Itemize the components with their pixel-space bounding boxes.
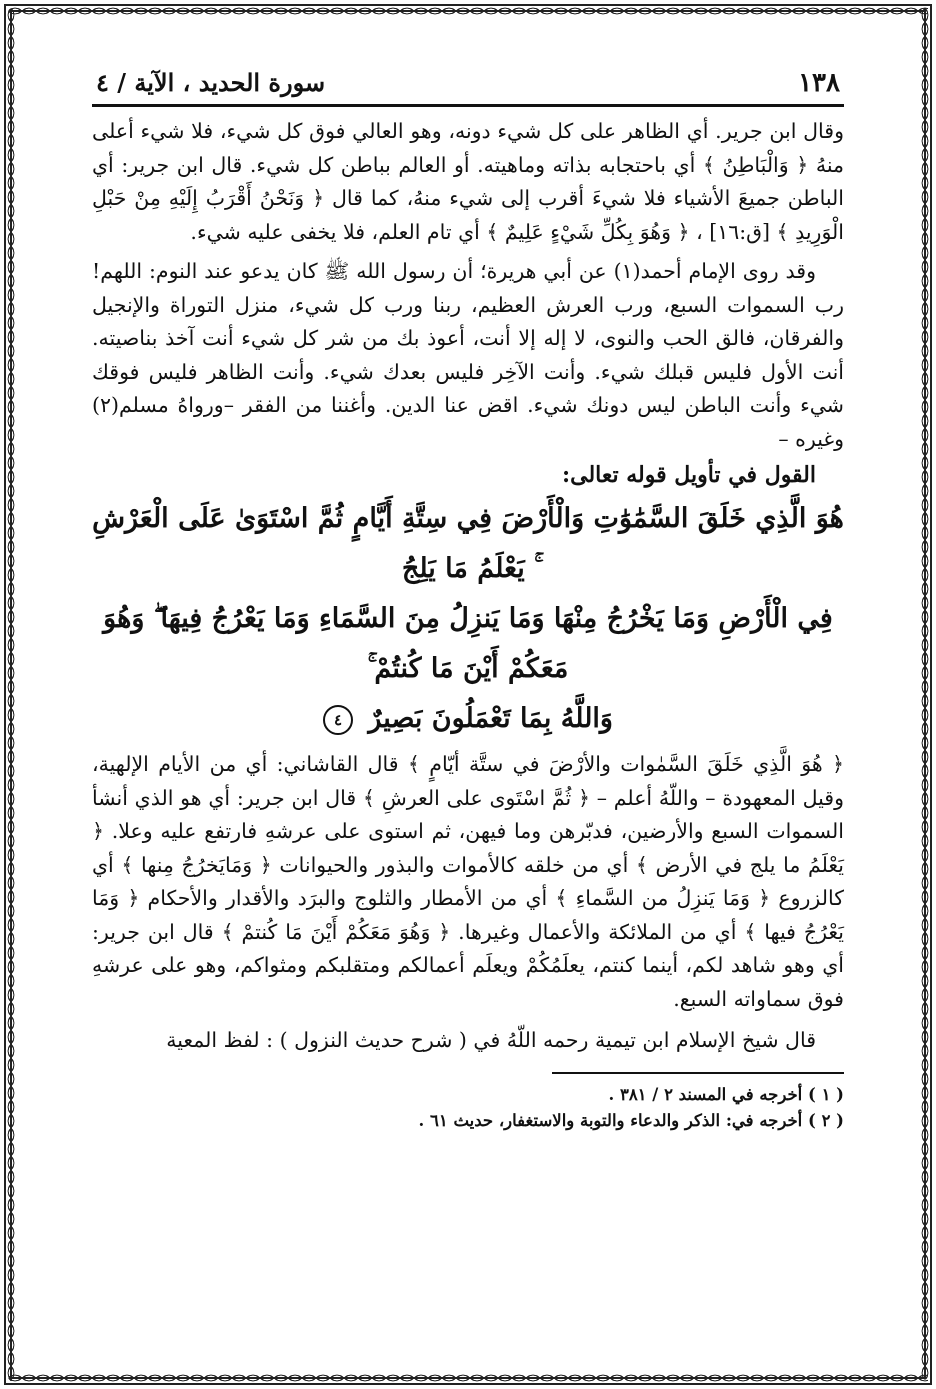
- footnote-1: ( ١ ) أخرجه في المسند ٢ / ٣٨١ .: [608, 1084, 844, 1104]
- footnote-divider: [552, 1072, 844, 1074]
- paragraph-3: ﴿ هُوَ الَّذِي خَلَقَ السَّمٰوات والأرْضَ في ستَّة أيّامٍ ﴾ قال القاشاني: أي من الأيام الإلهية، وقيل المعهودة – واللّهُ أعلم – ﴿ ثُمَّ اسْتَوى على العرشِ ﴾ قال ابن جرير: أي هو الذي أنشأ السموات السبع والأرضين، فدبّرهن وما فيهن، ثم استوى على عرشهِ فارتفع عليه وعلا. ﴿ يَعْلَمُ ما يلج في الأرض ﴾ أي من خلقه كالأموات والبذور والحيوانات ﴿ وَمَايَخرُجُ مِنها ﴾ أي كالزروع ﴿ وَمَا يَنزِلُ من السَّماءِ ﴾ أي من الأمطار والثلوج والبرَد والأقدار والأحكام ﴿ وَمَا يَعْرُجُ فيها ﴾ أي من الملائكة والأعمال وغيرها. ﴿ وَهُوَ مَعَكُمْ أَيْنَ مَا كُنتمْ ﴾ قال ابن جرير: أي وهو شاهد لكم، أينما كنتم، يعلَمُكُمْ ويعلَم أعمالكم ومتقلبكم ومثواكم، وهو على عرشهِ فوق سماواته السبع.: [92, 752, 844, 1011]
- section-heading: القول في تأويل قوله تعالى:: [562, 462, 816, 488]
- page-header: [92, 68, 844, 107]
- footnotes: [92, 1082, 844, 1134]
- verse-line-3-text: وَاللَّهُ بِمَا تَعْمَلُونَ بَصِيرٌ: [368, 703, 613, 734]
- verse-number-marker: ٤: [323, 705, 353, 735]
- paragraph-1: وقال ابن جرير. أي الظاهر على كل شيء دونه، وهو العالي فوق كل شيء، فلا شيء أعلى منهُ ﴿ وَالْبَاطِنُ ﴾ أي باحتجابه بذاته وماهيته. أو العالم بباطن كل شيء. قال ابن جرير: أي الباطن جميعَ الأشياء فلا شيءَ أقرب إلى شيء منهُ، كما قال ﴿ وَنَحْنُ أَقْرَبُ إِلَيْهِ مِنْ حَبْلِ الْوَرِيدِ ﴾ [ق:١٦] ، ﴿ وَهُوَ بِكُلِّ شَيْءٍ عَلِيمٌ ﴾ أي تام العلم، فلا يخفى عليه شيء.: [92, 119, 844, 244]
- verse-line-2: فِي الْأَرْضِ وَمَا يَخْرُجُ مِنْهَا وَمَا يَنزِلُ مِنَ السَّمَاءِ وَمَا يَعْرُجُ فِيهَا ۖ وَهُوَ مَعَكُمْ أَيْنَ مَا كُنتُمْ ۚ: [103, 603, 833, 684]
- verse-line-1: هُوَ الَّذِي خَلَقَ السَّمَٰوَٰتِ وَالْأَرْضَ فِي سِتَّةِ أَيَّامٍ ثُمَّ اسْتَوَىٰ عَلَى الْعَرْشِ ۚ يَعْلَمُ مَا يَلِجُ: [92, 503, 844, 584]
- footnote-2: ( ٢ ) أخرجه في: الذكر والدعاء والتوبة والاستغفار، حديث ٦١ .: [418, 1110, 844, 1130]
- paragraph-4: قال شيخ الإسلام ابن تيمية رحمه اللّهُ في ( شرح حديث النزول ) : لفظ المعية: [166, 1028, 816, 1052]
- page-content: [92, 68, 844, 1349]
- page-number: ١٣٨: [798, 68, 840, 98]
- running-title: سورة الحديد ، الآية / ٤: [96, 68, 326, 97]
- paragraph-2: وقد روى الإمام أحمد(١) عن أبي هريرة؛ أن رسول الله ﷺ كان يدعو عند النوم: اللهم! رب السموات السبع، ورب العرش العظيم، ربنا ورب كل شيء، منزل التوراة والإنجيل والفرقان، فالق الحب والنوى، لا إله إلا أنت، أعوذ بك من شر كل شيء أنت آخذ بناصيته. أنت الأول فليس قبلك شيء. وأنت الآخِر فليس بعدك شيء. وأنت الظاهر فليس فوقك شيء وأنت الباطن ليس دونك شيء. اقض عنا الدين. وأغننا من الفقر –ورواهُ مسلم(٢) وغيره –: [92, 259, 844, 451]
- verse-line-3: [92, 694, 844, 744]
- quran-verse: [92, 494, 844, 744]
